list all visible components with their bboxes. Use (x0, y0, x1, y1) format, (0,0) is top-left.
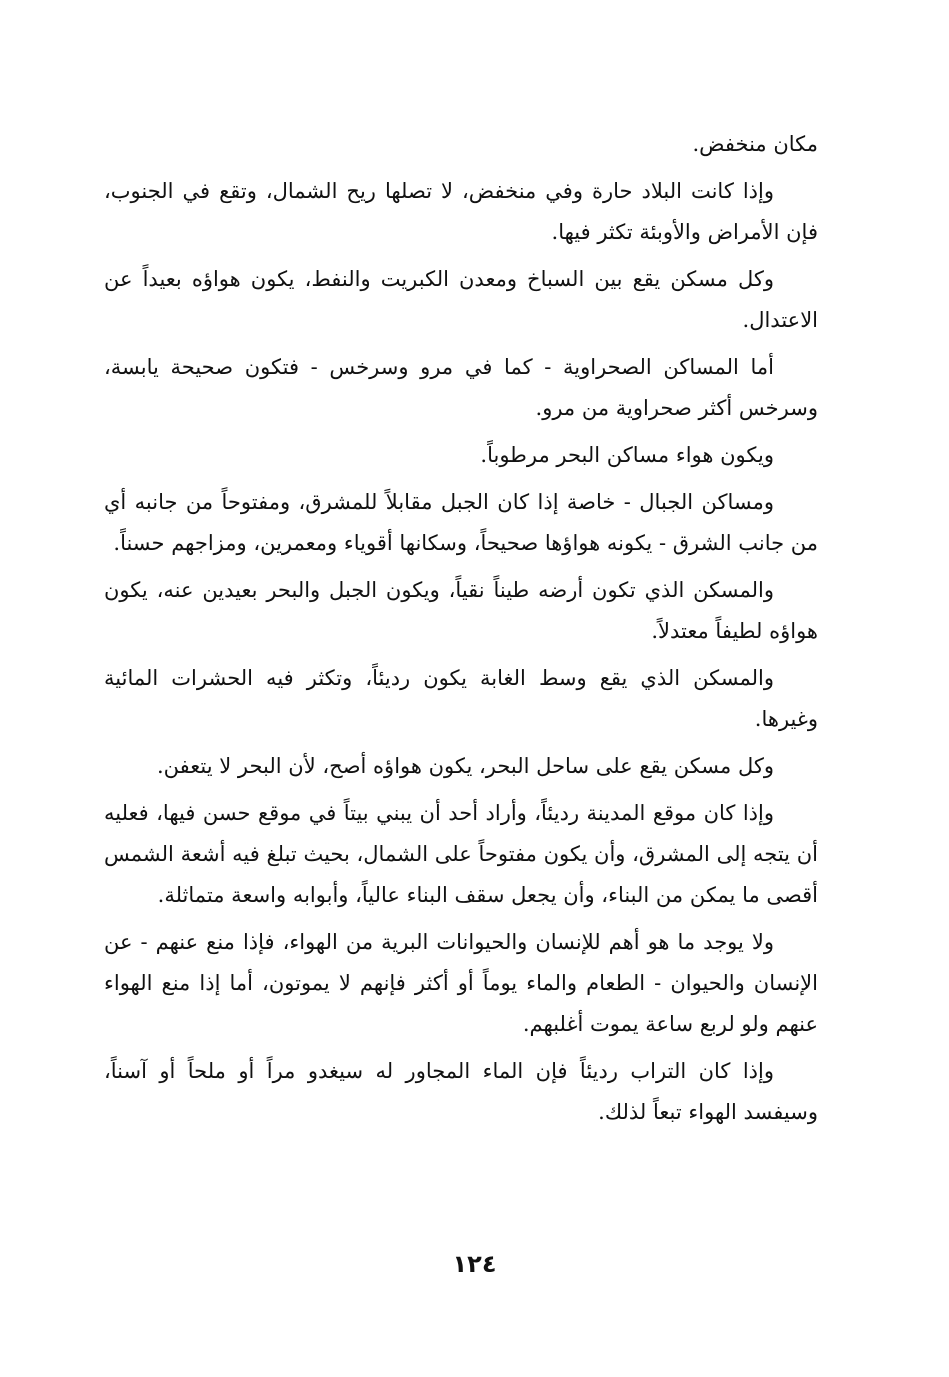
paragraph: ويكون هواء مساكن البحر مرطوباً. (480, 443, 774, 467)
paragraph: وإذا كانت البلاد حارة وفي منخفض، لا تصلها ريح الشمال، وتقع في الجنوب، فإن الأمراض والأوبئة تكثر فيها. (104, 179, 818, 244)
paragraph: وإذا كان موقع المدينة رديئاً، وأراد أحد أن يبني بيتاً في موقع حسن فيها، فعليه أن يتجه إلى المشرق، وأن يكون مفتوحاً على الشمال، بحيث تبلغ فيه أشعة الشمس أقصى ما يمكن من البناء، وأن يجعل سقف البناء عالياً، وأبوابه واسعة متماثلة. (104, 801, 818, 907)
paragraph: وكل مسكن يقع بين السباخ ومعدن الكبريت والنفط، يكون هواؤه بعيداً عن الاعتدال. (104, 267, 818, 332)
page-number: ١٢٤ (452, 1250, 497, 1278)
paragraph: والمسكن الذي تكون أرضه طيناً نقياً، ويكون الجبل والبحر بعيدين عنه، يكون هواؤه لطيفاً معتدلاً. (104, 578, 818, 643)
paragraph: ومساكن الجبال - خاصة إذا كان الجبل مقابلاً للمشرق، ومفتوحاً من جانبه أي من جانب الشرق - يكونه هواؤها صحيحاً، وسكانها أقوياء ومعمرين، ومزاجهم حسناً. (104, 490, 818, 555)
paragraph: والمسكن الذي يقع وسط الغابة يكون رديئاً، وتكثر فيه الحشرات المائية وغيرها. (104, 666, 818, 731)
paragraph: وإذا كان التراب رديئاً فإن الماء المجاور له سيغدو مراً أو ملحاً أو آسناً، وسيفسد الهواء تبعاً لذلك. (104, 1059, 818, 1124)
paragraph: ولا يوجد ما هو أهم للإنسان والحيوانات البرية من الهواء، فإذا منع عنهم - عن الإنسان والحيوان - الطعام والماء يوماً أو أكثر فإنهم لا يموتون، أما إذا منع الهواء عنهم ولو لربع ساعة يموت أغلبهم. (104, 930, 818, 1036)
paragraph: وكل مسكن يقع على ساحل البحر، يكون هواؤه أصح، لأن البحر لا يتعفن. (156, 754, 774, 778)
paragraph: أما المساكن الصحراوية - كما في مرو وسرخس - فتكون صحيحة يابسة، وسرخس أكثر صحراوية من مرو. (104, 355, 818, 420)
paragraph: مكان منخفض. (692, 132, 818, 156)
body-text (104, 124, 818, 1139)
